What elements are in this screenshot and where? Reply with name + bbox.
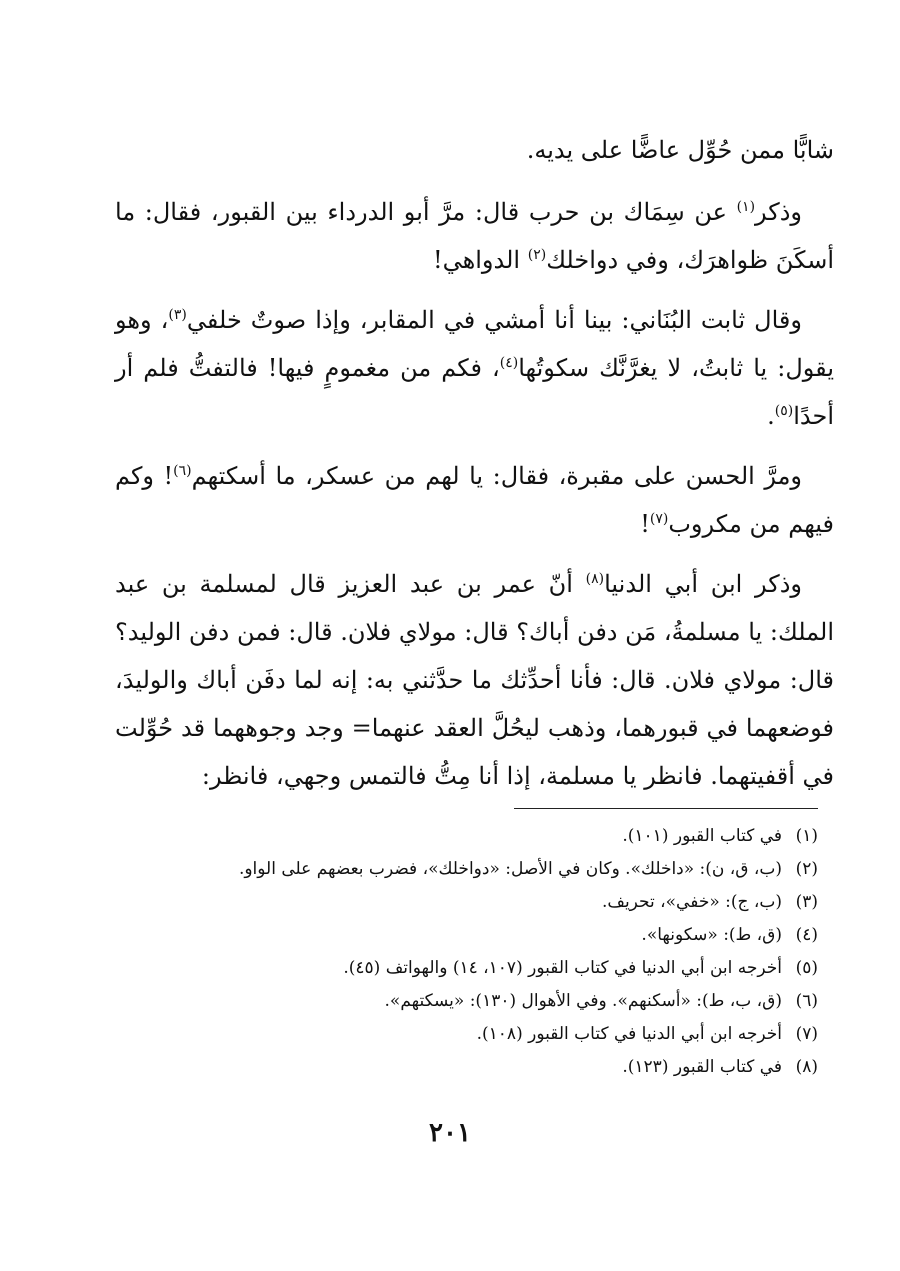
paragraph-text-part: !: [640, 510, 650, 538]
main-text: [115, 126, 834, 812]
paragraph-text-part: وذكر ابن أبي الدنيا: [604, 570, 802, 598]
footnotes-list: [120, 820, 818, 1084]
paragraph-text-part: عن سِمَاك بن حرب قال: مرَّ أبو الدرداء بين القبور، فقال: ما أسكَنَ ظواهرَك، وفي دواخلك: [115, 198, 834, 274]
paragraph-4: [115, 452, 834, 548]
footnote-item: [120, 886, 818, 919]
footnote-marker[interactable]: (٨): [585, 571, 605, 587]
footnote-text: في كتاب القبور (١٠١).: [622, 826, 782, 846]
footnote-item: [120, 985, 818, 1018]
footnote-item: [120, 853, 818, 886]
footnote-item: [120, 952, 818, 985]
footnote-number: (١): [795, 826, 818, 846]
footnote-item: [120, 1018, 818, 1051]
paragraph-text-part: ، وهو يقول: يا ثابتُ، لا يغرَّنَّك سكوتُها: [115, 306, 834, 382]
footnote-text: (ب، ج): «خفي»، تحريف.: [601, 892, 782, 912]
footnote-text: (ق، ط): «سكونها».: [641, 925, 782, 945]
footnote-text: في كتاب القبور (١٢٣).: [622, 1057, 782, 1077]
paragraph-text-part: .: [767, 402, 775, 430]
footnote-number: (٤): [795, 925, 818, 945]
paragraph-2: [115, 188, 834, 284]
footnote-number: (٣): [795, 892, 818, 912]
footnote-marker[interactable]: (٤): [499, 355, 519, 371]
paragraph-text-part: الدواهي!: [432, 246, 528, 274]
footnote-marker[interactable]: (٥): [774, 403, 794, 419]
page-number: ٢٠١: [429, 1118, 471, 1148]
footnote-number: (٦): [795, 991, 818, 1011]
paragraph-text-part: وقال ثابت البُنَاني: بينا أنا أمشي في المقابر، وإذا صوتٌ خلفي: [186, 306, 802, 334]
footnote-text: أخرجه ابن أبي الدنيا في كتاب القبور (١٠٨).: [476, 1024, 782, 1044]
footnote-text: أخرجه ابن أبي الدنيا في كتاب القبور (١٠٧، ١٤) والهواتف (٤٥).: [343, 958, 782, 978]
footnote-marker[interactable]: (١): [736, 199, 756, 215]
footnote-item: [120, 919, 818, 952]
footnote-marker[interactable]: (٣): [168, 307, 187, 323]
paragraph-3: [115, 296, 834, 440]
footnote-marker[interactable]: (٦): [173, 463, 192, 479]
footnote-number: (٧): [795, 1024, 818, 1044]
footnote-separator: [514, 808, 818, 809]
paragraph-text-part: وذكر: [755, 198, 802, 226]
paragraph-text-part: أنّ عمر بن عبد العزيز قال لمسلمة بن عبد الملك: يا مسلمةُ، مَن دفن أباك؟ قال: مولاي فلان. قال: فمن دفن الوليد؟ قال: مولاي فلان. قال: فأنا أحدِّثك ما حدَّثني به: إنه لما دفَن أباك والوليدَ، فوضعهما في قبورهما، وذهب ليحُلَّ العقد عنهما= وجد وجوههما قد حُوِّلت في أقفيتهما. فانظر يا مسلمة، إذا أنا مِتُّ فالتمس وجهي، فانظر:: [115, 570, 834, 790]
footnote-marker[interactable]: (٧): [649, 511, 669, 527]
footnote-marker[interactable]: (٢): [527, 247, 547, 263]
paragraph-1-text: شابًّا ممن حُوِّل عاضًّا على يديه.: [526, 136, 834, 164]
paragraph-1: [115, 126, 834, 174]
footnote-number: (٥): [795, 958, 818, 978]
footnote-text: (ب، ق، ن): «داخلك». وكان في الأصل: «دواخلك»، فضرب بعضهم على الواو.: [238, 859, 782, 879]
footnote-item: [120, 820, 818, 853]
footnote-item: [120, 1051, 818, 1084]
footnote-number: (٨): [795, 1057, 818, 1077]
paragraph-text-part: ، فكم من مغمومٍ فيها! فالتفتُّ فلم أر أحدًا: [115, 354, 834, 430]
footnote-text: (ق، ب، ط): «أسكنهم». وفي الأهوال (١٣٠): «يسكتهم».: [384, 991, 782, 1011]
paragraph-text-part: ! وكم فيهم من مكروب: [115, 462, 834, 538]
footnote-number: (٢): [795, 859, 818, 879]
paragraph-5: [115, 560, 834, 800]
paragraph-text-part: ومرَّ الحسن على مقبرة، فقال: يا لهم من عسكر، ما أسكتهم: [191, 462, 803, 490]
